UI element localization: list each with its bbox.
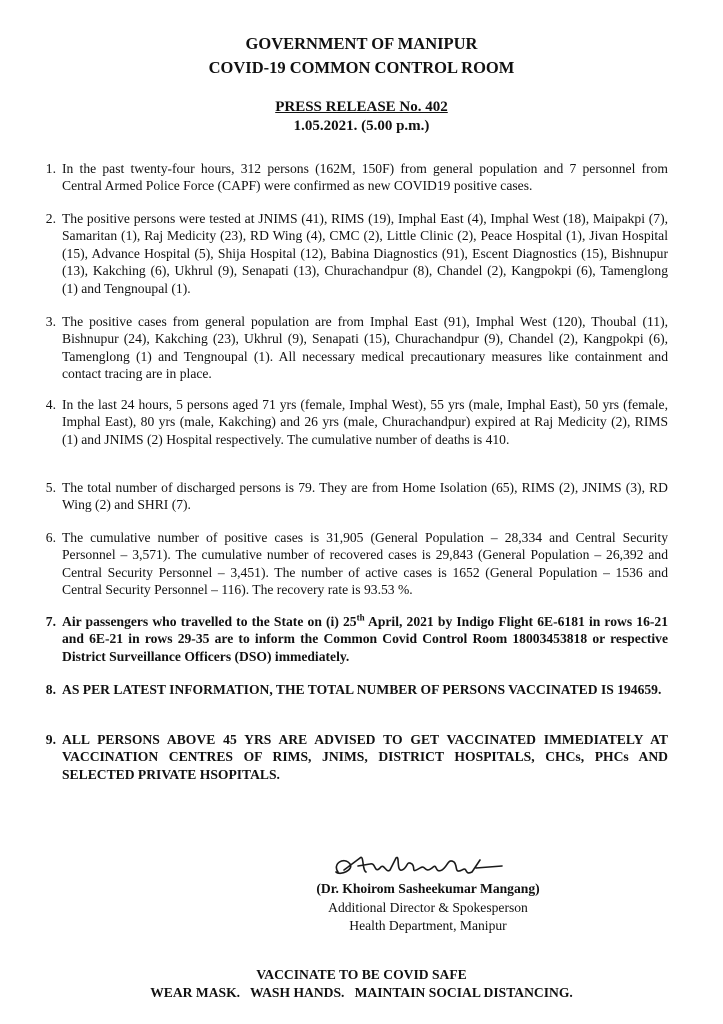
list-item-text: The total number of discharged persons is 79. They are from Home Isolation (65), RIMS (2), JNIMS (3), RD Wing (2) and SHRI (7). xyxy=(62,480,668,513)
list-item-text: In the last 24 hours, 5 persons aged 71 yrs (female, Imphal West), 55 yrs (male, Imphal East), 50 yrs (female, Imphal East), 80 yrs (male, Kakching) and 26 yrs (male, Churachandpur) expired at Raj Medicity (2), RIMS (1) and JNIMS (2) Hospital respectively. The cumulative number of deaths is 410. xyxy=(62,397,668,447)
list-item xyxy=(45,313,668,383)
press-release-number-text: PRESS RELEASE No. 402 xyxy=(275,99,448,115)
list-item-number: 5. xyxy=(45,480,56,495)
list-item-text: In the past twenty-four hours, 312 persons (162M, 150F) from general population and 7 personnel from Central Armed Police Force (CAPF) were confirmed as new COVID19 positive cases. xyxy=(62,161,668,194)
government-heading: GOVERNMENT OF MANIPUR xyxy=(245,34,478,53)
list-item-text: The cumulative number of positive cases is 31,905 (General Population – 28,334 and Central Security Personnel – 3,571). The cumulative number of recovered cases is 29,843 (General Population – 26,392 and Central Security Personnel – 3,451). The number of active cases is 1652 (General Population – 1536 and Central Security Personnel – 116). The recovery rate is 93.53 %. xyxy=(62,530,668,598)
list-item-number: 2. xyxy=(45,211,56,226)
list-item-text xyxy=(62,613,668,665)
signatory-department: Health Department, Manipur xyxy=(349,918,507,933)
list-item-text: The positive persons were tested at JNIMS (41), RIMS (19), Imphal East (4), Imphal West (18), Maipakpi (7), Samaritan (1), Raj Medicity (23), RD Wing (4), CMC (2), Little Clinic (2), Peace Hospital (1), Jivan Hospital (15), Advance Hospital (5), Shija Hospital (12), Babina Diagnostics (91), Escent Diagnostics (15), Bishnupur (13), Kakching (6), Ukhrul (9), Senapati (13), Churachandpur (8), Chandel (2), Kangpokpi (6), Tamenglong (1) and Tengnoupal (1). xyxy=(62,211,668,296)
list-item xyxy=(45,396,668,448)
ordinal-suffix: th xyxy=(356,612,365,623)
list-item-text-part: April, 2021 by Indigo Flight 6E-6181 in rows 16-21 and 6E-21 in rows 29-35 are to inform the Common Covid Control Room 18003453818 or respective District Surveillance Officers (DSO) immediately. xyxy=(62,614,668,664)
list-item-number: 3. xyxy=(45,314,56,329)
list-item xyxy=(45,731,668,783)
list-item xyxy=(45,612,668,665)
list-item xyxy=(45,529,668,599)
signatory-name: (Dr. Khoirom Sasheekumar Mangang) xyxy=(316,881,540,896)
list-item-text-part: Air passengers who travelled to the State on (i) 25 xyxy=(62,614,357,629)
press-release-number xyxy=(0,98,723,116)
list-item-number: 6. xyxy=(45,530,56,545)
list-item-number: 7. xyxy=(45,614,56,629)
release-date-time: 1.05.2021. (5.00 p.m.) xyxy=(293,118,430,134)
list-item-text: The positive cases from general population are from Imphal East (91), Imphal West (120), Thoubal (11), Bishnupur (24), Kakching (23), Ukhrul (9), Senapati (15), Churachandpur (9), Chandel (2), Kangpokpi (6), Tamenglong (1) and Tengnoupal (1). All necessary medical precautionary measures like containment and contact tracing are in place. xyxy=(62,314,668,382)
list-item-number: 8. xyxy=(45,682,56,697)
list-item xyxy=(45,681,668,698)
list-item-number: 1. xyxy=(45,161,56,176)
list-item-text: AS PER LATEST INFORMATION, THE TOTAL NUMBER OF PERSONS VACCINATED IS 194659. xyxy=(62,682,662,697)
control-room-heading: COVID-19 COMMON CONTROL ROOM xyxy=(208,58,515,77)
list-item-number: 4. xyxy=(45,397,56,412)
signatory-designation: Additional Director & Spokesperson xyxy=(328,900,528,915)
list-item xyxy=(45,160,668,195)
list-item xyxy=(45,479,668,514)
list-item-text: ALL PERSONS ABOVE 45 YRS ARE ADVISED TO GET VACCINATED IMMEDIATELY AT VACCINATION CENTRES OF RIMS, JNIMS, DISTRICT HOSPITALS, CHCs, PHCs AND SELECTED PRIVATE HSOPITALS. xyxy=(62,732,668,782)
handwritten-signature xyxy=(330,850,520,884)
footer-advice: WEAR MASK. WASH HANDS. MAINTAIN SOCIAL DISTANCING. xyxy=(150,985,573,1000)
footer-slogan: VACCINATE TO BE COVID SAFE xyxy=(256,967,467,982)
list-item xyxy=(45,210,668,297)
list-item-number: 9. xyxy=(45,732,56,747)
